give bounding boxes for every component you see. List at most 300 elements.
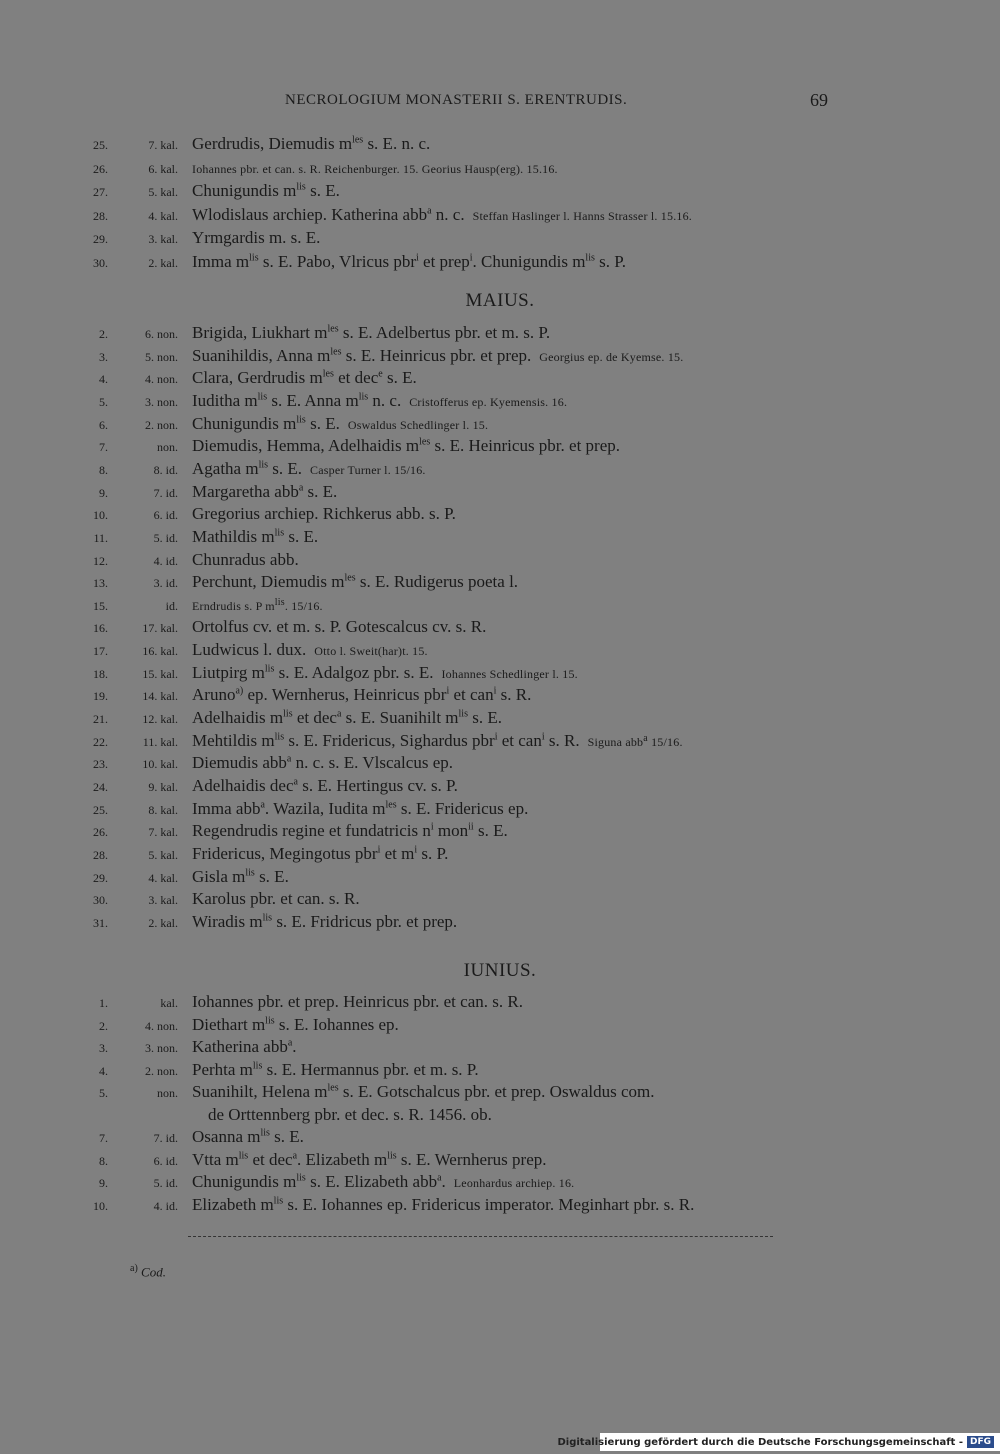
entry-main-text: et can bbox=[449, 685, 494, 705]
entry-main-text: s. E. Iohannes ep. Fridericus imperator. Meginhart pbr. s. R. bbox=[283, 1194, 695, 1214]
superscript-abbrev: a bbox=[292, 1149, 298, 1161]
later-addition bbox=[587, 732, 683, 749]
entry-main-text: et m bbox=[380, 843, 415, 863]
superscript-abbrev: les bbox=[327, 323, 339, 335]
superscript-abbrev: lis bbox=[358, 391, 369, 403]
superscript-abbrev: a bbox=[643, 732, 648, 744]
entry-text bbox=[192, 867, 289, 887]
month-heading: MAIUS. bbox=[465, 290, 535, 311]
day-number: 8. bbox=[99, 462, 108, 477]
entry-main-text: Wiradis m bbox=[192, 911, 263, 931]
entry-text bbox=[192, 134, 430, 154]
footnote-separator bbox=[188, 1236, 773, 1237]
superscript-abbrev: lis bbox=[296, 181, 306, 193]
day-number: 15. bbox=[93, 598, 108, 613]
entry-main-text: Aruno bbox=[192, 685, 236, 705]
roman-date: 7. id. bbox=[153, 485, 178, 500]
day-number: 26. bbox=[93, 161, 108, 176]
superscript-abbrev: lis bbox=[274, 731, 285, 743]
superscript-abbrev: les bbox=[327, 1082, 339, 1094]
superscript-abbrev: a bbox=[298, 481, 304, 493]
entry-main-text: et dec bbox=[248, 1149, 293, 1169]
necrology-entry bbox=[0, 617, 1000, 639]
entry-main-text: Gregorius archiep. Richkerus abb. s. P. bbox=[192, 504, 456, 524]
entry-main-text: s. E. Suanihilt m bbox=[341, 708, 459, 728]
day-number: 18. bbox=[93, 666, 108, 681]
entry-main-text: s. E. bbox=[473, 821, 508, 841]
superscript-abbrev: a bbox=[286, 753, 292, 765]
superscript-abbrev: lis bbox=[296, 413, 306, 425]
superscript-abbrev: i bbox=[446, 685, 450, 697]
entry-text bbox=[192, 912, 457, 932]
roman-date: 6. non. bbox=[145, 327, 178, 341]
page-header bbox=[0, 92, 1000, 116]
day-number: 5. bbox=[99, 1086, 108, 1100]
necrology-entry bbox=[0, 323, 1000, 345]
necrology-entry bbox=[0, 1015, 1000, 1037]
superscript-abbrev: les bbox=[344, 572, 356, 584]
entry-main-text: et can bbox=[497, 730, 542, 750]
entry-main-text: Clara, Gerdrudis m bbox=[192, 368, 323, 388]
roman-date: 3. id. bbox=[153, 576, 178, 591]
entry-text bbox=[192, 776, 458, 796]
necrology-entry bbox=[0, 205, 1000, 227]
roman-date: 6. id. bbox=[153, 508, 178, 523]
day-number: 26. bbox=[93, 825, 108, 840]
entry-text bbox=[192, 1060, 479, 1080]
entry-main-text: . Elizabeth m bbox=[297, 1149, 388, 1169]
superscript-abbrev: lis bbox=[283, 708, 293, 720]
entry-text bbox=[192, 205, 692, 225]
entry-main-text: . Chunigundis m bbox=[472, 251, 586, 271]
roman-date: 5. id. bbox=[153, 530, 178, 545]
entry-main-text: . bbox=[441, 1172, 446, 1191]
day-number: 28. bbox=[93, 208, 108, 223]
entry-main-text: s. E. Fridericus, Sighardus pbr bbox=[284, 730, 495, 750]
entry-main-text: Imma m bbox=[192, 251, 250, 271]
entry-text bbox=[192, 228, 320, 248]
necrology-entry bbox=[0, 753, 1000, 775]
entry-main-text: s. E. Gotschalcus pbr. et prep. Oswaldus com. bbox=[338, 1082, 655, 1101]
superscript-abbrev: a bbox=[336, 708, 342, 720]
day-number: 29. bbox=[93, 870, 108, 885]
roman-date: id. bbox=[165, 598, 178, 613]
entry-text bbox=[192, 459, 426, 479]
necrology-entry bbox=[0, 844, 1000, 866]
superscript-abbrev: i bbox=[430, 821, 434, 833]
entry-main-text: Katherina abb bbox=[192, 1037, 288, 1056]
entry-text bbox=[192, 821, 508, 841]
entry-main-text: Brigida, Liukhart m bbox=[192, 323, 328, 342]
dfg-logo: DFG bbox=[967, 1436, 994, 1448]
entry-text bbox=[192, 992, 523, 1012]
roman-date: 2. non. bbox=[145, 1063, 178, 1078]
superscript-abbrev: lis bbox=[296, 1172, 306, 1184]
necrology-entry bbox=[0, 504, 1000, 526]
roman-date: 7. id. bbox=[153, 1131, 178, 1145]
entry-main-text: s. E. Rudigerus poeta l. bbox=[355, 572, 519, 592]
entry-main-text: Fridericus, Megingotus pbr bbox=[192, 843, 378, 863]
later-addition bbox=[310, 463, 426, 477]
entry-main-text: Perchunt, Diemudis m bbox=[192, 572, 345, 592]
superscript-abbrev: lis bbox=[274, 527, 285, 539]
entry-text bbox=[192, 1195, 694, 1215]
entry-main-text: et dec bbox=[333, 368, 379, 388]
superscript-abbrev: lis bbox=[273, 1194, 284, 1206]
roman-date: 3. non. bbox=[145, 1041, 178, 1055]
footnote-text: Cod. bbox=[141, 1264, 166, 1280]
day-number: 25. bbox=[93, 138, 108, 152]
superscript-abbrev: a bbox=[427, 204, 432, 216]
roman-date: 4. non. bbox=[145, 1018, 178, 1033]
entry-main-text: Elizabeth m bbox=[192, 1194, 274, 1214]
roman-date: 3. kal. bbox=[148, 893, 178, 908]
entry-main-text: s. E. bbox=[305, 181, 340, 200]
entry-main-text: s. E. Adalgoz pbr. s. E. bbox=[274, 662, 434, 682]
superscript-abbrev: lis bbox=[257, 391, 268, 403]
entry-main-text: s. E. Fridericus ep. bbox=[396, 798, 529, 818]
entry-text bbox=[192, 504, 456, 524]
later-addition-text: 15/16. bbox=[647, 734, 683, 749]
entry-main-text: Diemudis, Hemma, Adelhaidis m bbox=[192, 436, 420, 456]
day-number: 13. bbox=[93, 576, 108, 591]
entry-main-text: s. E. Heinricus pbr. et prep. bbox=[341, 345, 532, 365]
necrology-entry bbox=[0, 1127, 1000, 1149]
entry-main-text: Suanihildis, Anna m bbox=[192, 345, 331, 365]
necrology-entry bbox=[0, 1195, 1000, 1217]
day-number: 4. bbox=[99, 1063, 108, 1078]
day-number: 30. bbox=[93, 255, 108, 270]
necrology-entry bbox=[0, 776, 1000, 798]
day-number: 7. bbox=[99, 1131, 108, 1145]
entry-main-text: Gerdrudis, Diemudis m bbox=[192, 134, 353, 153]
day-number: 29. bbox=[93, 232, 108, 246]
entry-text bbox=[192, 1172, 574, 1192]
superscript-abbrev: i bbox=[469, 251, 473, 263]
necrology-entry bbox=[0, 134, 1000, 156]
page-number: 69 bbox=[810, 90, 828, 110]
superscript-abbrev: a bbox=[437, 1172, 442, 1184]
superscript-abbrev: lis bbox=[252, 1059, 263, 1071]
roman-date: non. bbox=[157, 440, 178, 455]
roman-date: 9. kal. bbox=[148, 780, 178, 794]
day-number: 7. bbox=[99, 440, 108, 455]
superscript-abbrev: i bbox=[377, 844, 381, 856]
superscript-abbrev: lis bbox=[249, 251, 259, 263]
necrology-entry bbox=[0, 708, 1000, 730]
later-addition-text: Leonhardus archiep. 16. bbox=[453, 1176, 575, 1190]
necrology-entry bbox=[0, 459, 1000, 481]
entry-main-text: Imma abb bbox=[192, 798, 261, 818]
necrology-entry bbox=[0, 992, 1000, 1014]
later-addition-text: Steffan Haslinger l. Hanns Strasser l. 15.16. bbox=[472, 208, 692, 223]
entry-main-text: s. E. bbox=[467, 708, 502, 728]
day-number: 9. bbox=[99, 1176, 108, 1190]
day-number: 10. bbox=[93, 1198, 108, 1213]
superscript-abbrev: a bbox=[293, 776, 298, 788]
superscript-abbrev: les bbox=[322, 368, 334, 380]
entry-text bbox=[192, 1082, 655, 1102]
superscript-abbrev: les bbox=[352, 134, 364, 146]
entry-main-text: s. R. bbox=[544, 730, 580, 750]
later-addition bbox=[192, 596, 323, 613]
necrology-entry bbox=[0, 346, 1000, 368]
entry-main-text: s. E. bbox=[284, 526, 319, 546]
necrology-entry bbox=[0, 414, 1000, 436]
month-heading: IUNIUS. bbox=[463, 960, 537, 981]
entry-text bbox=[192, 1150, 547, 1170]
entry-main-text: s. E. Fridricus pbr. et prep. bbox=[272, 911, 458, 931]
roman-date: 3. non. bbox=[145, 394, 178, 409]
entry-text bbox=[192, 753, 453, 773]
roman-date: 2. non. bbox=[145, 417, 178, 432]
entry-main-text: Iohannes pbr. et prep. Heinricus pbr. et can. s. R. bbox=[192, 992, 523, 1011]
entry-main-text: Perhta m bbox=[192, 1059, 253, 1079]
roman-date: 8. id. bbox=[153, 462, 178, 477]
entry-main-text: s. E. bbox=[303, 481, 338, 501]
necrology-entry bbox=[0, 1060, 1000, 1082]
entry-text bbox=[192, 844, 448, 864]
entry-main-text: Gisla m bbox=[192, 866, 246, 886]
entry-main-text: s. E. Wernherus prep. bbox=[396, 1149, 547, 1169]
necrology-entry bbox=[0, 368, 1000, 390]
entry-main-text: n. c. bbox=[431, 204, 465, 224]
superscript-abbrev: a) bbox=[235, 685, 244, 697]
later-addition bbox=[192, 162, 558, 176]
day-number: 17. bbox=[93, 644, 108, 659]
entry-main-text: Chunradus abb. bbox=[192, 549, 299, 569]
roman-date: 7. kal. bbox=[148, 138, 178, 152]
superscript-abbrev: a bbox=[287, 1037, 293, 1049]
roman-date: 14. kal. bbox=[142, 689, 178, 704]
roman-date: non. bbox=[157, 1086, 178, 1100]
entry-text bbox=[192, 1037, 297, 1057]
roman-date: 8. kal. bbox=[148, 802, 178, 817]
day-number: 1. bbox=[99, 996, 108, 1010]
day-number: 23. bbox=[93, 757, 108, 772]
later-addition-text: Otto l. Sweit(har)t. 15. bbox=[314, 644, 428, 659]
roman-date: 7. kal. bbox=[148, 825, 178, 840]
entry-text bbox=[192, 252, 626, 272]
day-number: 9. bbox=[99, 485, 108, 500]
entry-text bbox=[192, 572, 518, 592]
entry-main-text: s. E. bbox=[382, 368, 417, 388]
entry-text bbox=[192, 595, 323, 615]
necrology-entry bbox=[0, 1082, 1000, 1104]
roman-date: 6. id. bbox=[153, 1153, 178, 1168]
entry-main-text: mon bbox=[433, 821, 469, 841]
day-number: 12. bbox=[93, 553, 108, 568]
roman-date: 4. kal. bbox=[148, 208, 178, 223]
entry-text bbox=[192, 414, 488, 434]
superscript-abbrev: i bbox=[414, 844, 418, 856]
roman-date: 5. id. bbox=[153, 1176, 178, 1190]
superscript-abbrev: les bbox=[385, 798, 397, 810]
superscript-abbrev: lis bbox=[265, 1014, 275, 1026]
superscript-abbrev: lis bbox=[238, 1149, 249, 1161]
necrology-entry bbox=[0, 595, 1000, 617]
day-number: 27. bbox=[93, 185, 108, 199]
entry-main-text: Yrmgardis m. s. E. bbox=[192, 228, 321, 247]
necrology-entry bbox=[0, 731, 1000, 753]
entry-main-text: s. E. Adelbertus pbr. et m. s. P. bbox=[338, 323, 551, 342]
day-number: 25. bbox=[93, 802, 108, 817]
entry-main-text: s. E. bbox=[305, 413, 340, 433]
necrology-entry bbox=[0, 252, 1000, 274]
entry-main-text: s. E. bbox=[269, 1127, 304, 1146]
superscript-abbrev: i bbox=[541, 731, 545, 743]
roman-date: 4. id. bbox=[153, 1198, 178, 1213]
later-addition-text: Siguna abb bbox=[587, 734, 644, 749]
necrology-entry bbox=[0, 821, 1000, 843]
superscript-abbrev: lis bbox=[387, 1149, 397, 1161]
later-addition-text: Oswaldus Schedlinger l. 15. bbox=[347, 417, 489, 432]
entry-main-text: Diethart m bbox=[192, 1014, 266, 1034]
day-number: 8. bbox=[99, 1153, 108, 1168]
superscript-abbrev: i bbox=[416, 251, 419, 263]
entry-text bbox=[192, 391, 567, 411]
entry-main-text: et dec bbox=[292, 708, 337, 728]
necrology-entry bbox=[0, 799, 1000, 821]
roman-date: 4. non. bbox=[145, 372, 178, 387]
necrology-entry bbox=[0, 158, 1000, 180]
necrology-entry bbox=[0, 912, 1000, 934]
day-number: 10. bbox=[93, 508, 108, 523]
day-number: 3. bbox=[99, 1041, 108, 1055]
roman-date: 12. kal. bbox=[142, 712, 178, 727]
necrology-entry bbox=[0, 1037, 1000, 1059]
entry-text bbox=[192, 889, 360, 909]
superscript-abbrev: lis bbox=[458, 708, 468, 720]
entry-main-text: Karolus pbr. et can. s. R. bbox=[192, 889, 360, 909]
entry-main-text: Suanihilt, Helena m bbox=[192, 1082, 328, 1101]
entry-text bbox=[192, 1015, 399, 1035]
later-addition-text: Cristofferus ep. Kyemensis. 16. bbox=[409, 394, 568, 409]
entry-text bbox=[192, 550, 299, 570]
entry-main-text: Chunigundis m bbox=[192, 181, 297, 200]
day-number: 5. bbox=[99, 394, 108, 409]
necrology-entry bbox=[0, 181, 1000, 203]
entry-main-text: Liutpirg m bbox=[192, 662, 265, 682]
later-addition-text: Georgius ep. de Kyemse. 15. bbox=[539, 349, 684, 364]
necrology-entry bbox=[0, 436, 1000, 458]
entry-text bbox=[192, 731, 683, 751]
superscript-abbrev: lis bbox=[585, 251, 595, 263]
superscript-abbrev: lis bbox=[264, 663, 275, 675]
entry-main-text: Chunigundis m bbox=[192, 413, 297, 433]
roman-date: 2. kal. bbox=[148, 915, 178, 930]
entry-text bbox=[192, 181, 340, 201]
necrology-entry bbox=[0, 663, 1000, 685]
roman-date: 15. kal. bbox=[142, 666, 178, 681]
entry-main-text: Diemudis abb bbox=[192, 753, 287, 773]
dfg-banner bbox=[557, 1433, 1000, 1451]
entry-main-text: . Wazila, Iudita m bbox=[264, 798, 386, 818]
continuation-text: de Orttennberg pbr. et dec. s. R. 1456. ob. bbox=[208, 1104, 492, 1124]
entry-main-text: s. E. bbox=[268, 458, 303, 478]
later-addition bbox=[473, 209, 692, 223]
roman-date: 17. kal. bbox=[142, 621, 178, 636]
superscript-abbrev: les bbox=[419, 436, 431, 448]
entry-main-text: Agatha m bbox=[192, 458, 259, 478]
roman-date: 4. kal. bbox=[148, 870, 178, 885]
entry-main-text: s. R. bbox=[496, 685, 532, 705]
entry-main-text: Adelhaidis m bbox=[192, 708, 284, 728]
entry-main-text: s. E. n. c. bbox=[363, 134, 431, 153]
superscript-abbrev: e bbox=[378, 368, 383, 380]
entry-text bbox=[192, 663, 578, 683]
roman-date: 2. kal. bbox=[148, 255, 178, 270]
day-number: 22. bbox=[93, 734, 108, 749]
roman-date: 4. id. bbox=[153, 553, 178, 568]
necrology-entry bbox=[0, 889, 1000, 911]
entry-main-text: . bbox=[292, 1037, 297, 1056]
entry-main-text: Adelhaidis dec bbox=[192, 776, 294, 795]
entry-main-text: Margaretha abb bbox=[192, 481, 299, 501]
entry-main-text: Osanna m bbox=[192, 1127, 261, 1146]
entry-main-text: s. E. Hertingus cv. s. P. bbox=[297, 776, 458, 795]
day-number: 4. bbox=[99, 372, 108, 387]
necrology-entry bbox=[0, 1150, 1000, 1172]
day-number: 30. bbox=[93, 893, 108, 908]
entry-main-text: Vtta m bbox=[192, 1149, 239, 1169]
entry-main-text: Mathildis m bbox=[192, 526, 275, 546]
running-title: NECROLOGIUM MONASTERII S. ERENTRUDIS. bbox=[285, 92, 628, 108]
later-addition bbox=[441, 667, 577, 681]
roman-date: 3. kal. bbox=[148, 232, 178, 246]
later-addition bbox=[409, 395, 567, 409]
superscript-abbrev: i bbox=[494, 731, 498, 743]
entry-text bbox=[192, 527, 318, 547]
day-number: 21. bbox=[93, 712, 108, 727]
day-number: 6. bbox=[99, 417, 108, 432]
superscript-abbrev: les bbox=[330, 345, 342, 357]
roman-date: 16. kal. bbox=[142, 644, 178, 659]
footnote bbox=[130, 1263, 166, 1280]
day-number: 28. bbox=[93, 847, 108, 862]
day-number: 31. bbox=[93, 915, 108, 930]
later-addition-text: Iohannes Schedlinger l. 15. bbox=[441, 666, 578, 681]
entry-main-text: s. E. Pabo, Vlricus pbr bbox=[258, 251, 416, 271]
entry-main-text: s. P. bbox=[417, 843, 449, 863]
entry-main-text: Mehtildis m bbox=[192, 730, 275, 750]
roman-date: 11. kal. bbox=[142, 734, 178, 749]
entry-main-text: Iuditha m bbox=[192, 390, 258, 410]
entry-text bbox=[192, 368, 417, 388]
entry-text bbox=[192, 482, 337, 502]
entry-text bbox=[192, 1127, 304, 1147]
later-addition bbox=[539, 350, 683, 364]
necrology-entry bbox=[0, 391, 1000, 413]
entry-main-text: n. c. s. E. Vlscalcus ep. bbox=[291, 753, 453, 773]
entry-main-text: ep. Wernherus, Heinricus pbr bbox=[243, 685, 447, 705]
superscript-abbrev: lis bbox=[260, 1127, 270, 1139]
necrology-entry bbox=[0, 228, 1000, 250]
day-number: 24. bbox=[93, 780, 108, 794]
later-addition bbox=[348, 418, 488, 432]
entry-main-text: s. E. Anna m bbox=[267, 390, 359, 410]
superscript-abbrev: ii bbox=[468, 821, 474, 833]
day-number: 11. bbox=[93, 530, 108, 545]
later-addition-text: . 15/16. bbox=[284, 598, 323, 613]
necrology-entry bbox=[0, 1172, 1000, 1194]
entry-main-text: Regendrudis regine et fundatricis n bbox=[192, 821, 431, 841]
entry-main-text: Wlodislaus archiep. Katherina abb bbox=[192, 204, 428, 224]
superscript-abbrev: a bbox=[260, 798, 265, 810]
roman-date: 10. kal. bbox=[142, 757, 178, 772]
entry-main-text: Ortolfus cv. et m. s. P. Gotescalcus cv. s. R. bbox=[192, 617, 487, 637]
entry-main-text: s. P. bbox=[594, 251, 627, 271]
